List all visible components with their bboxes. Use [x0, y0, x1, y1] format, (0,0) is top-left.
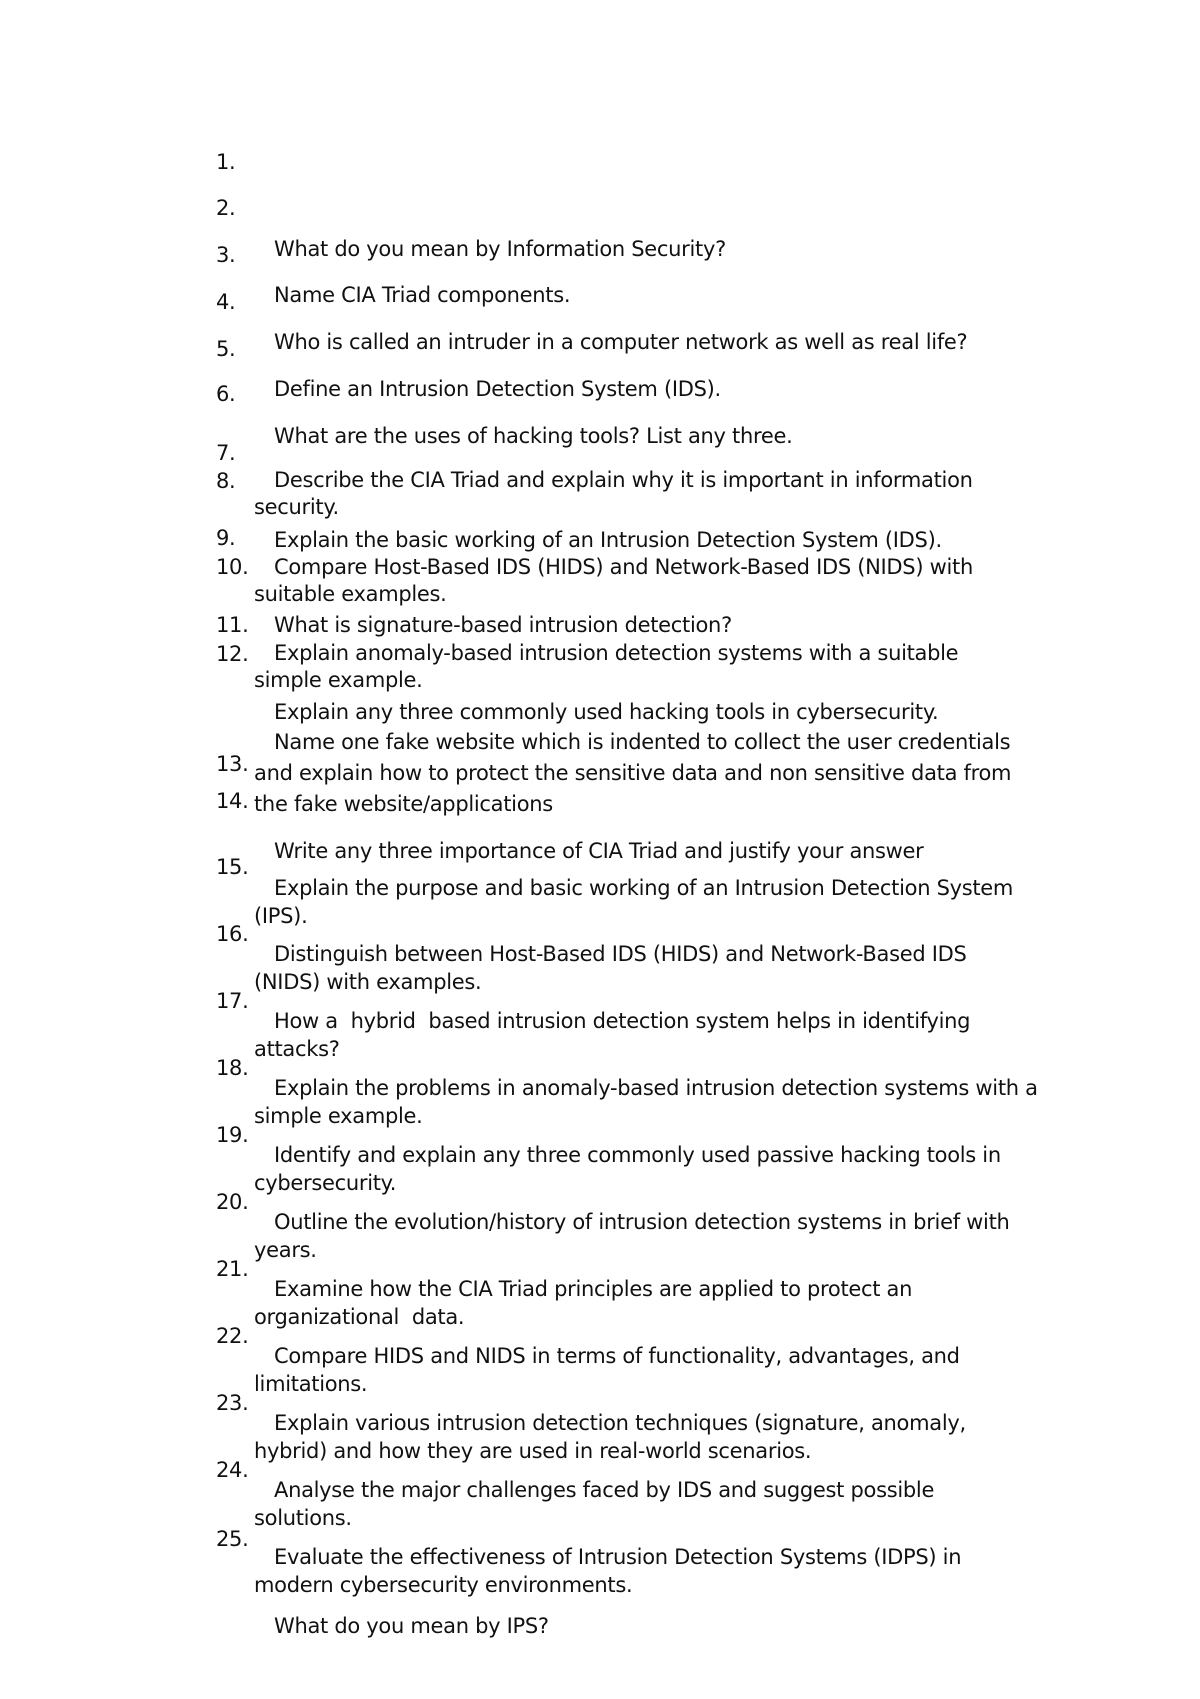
- question-number: 11.: [216, 613, 249, 637]
- question-number: 24.: [216, 1458, 249, 1482]
- question-text: Explain various intrusion detection techniques (signature, anomaly, hybrid) and how they are used in real-world scenarios.: [254, 1411, 973, 1463]
- question-number: 23.: [216, 1391, 249, 1415]
- question-text: What do you mean by Information Security?: [274, 237, 726, 261]
- question-text: Write any three importance of CIA Triad and justify your answer: [274, 839, 924, 863]
- question-text: Compare HIDS and NIDS in terms of functionality, advantages, and limitations.: [254, 1344, 967, 1396]
- question-number: 15.: [216, 855, 249, 879]
- question-number: 16.: [216, 922, 249, 946]
- question-item: [216, 1525, 1066, 1699]
- question-text: Distinguish between Host-Based IDS (HIDS) and Network-Based IDS (NIDS) with examples.: [254, 942, 973, 994]
- question-text: Who is called an intruder in a computer network as well as real life?: [274, 330, 968, 354]
- question-text: Explain anomaly-based intrusion detection systems with a suitable simple example.: [254, 641, 965, 692]
- question-number: 9.: [216, 526, 236, 550]
- question-number: 20.: [216, 1190, 249, 1214]
- question-number: 21.: [216, 1257, 249, 1281]
- question-number: 22.: [216, 1324, 249, 1348]
- question-number: 1.: [216, 150, 236, 174]
- question-number: 17.: [216, 989, 249, 1013]
- question-text: Compare Host-Based IDS (HIDS) and Network-Based IDS (NIDS) with suitable examples.: [254, 555, 980, 606]
- question-number: 13.: [216, 752, 249, 776]
- question-text: What is signature-based intrusion detection?: [274, 613, 732, 637]
- question-number: 19.: [216, 1123, 249, 1147]
- question-text: What do you mean by IPS?: [274, 1614, 549, 1638]
- question-text: What are the uses of hacking tools? List any three.: [274, 424, 793, 448]
- question-text: Name CIA Triad components.: [274, 283, 571, 307]
- question-number: 2.: [216, 196, 236, 220]
- question-number: 4.: [216, 290, 236, 314]
- question-text: Describe the CIA Triad and explain why it is important in information security.: [254, 468, 980, 519]
- question-text: Examine how the CIA Triad principles are applied to protect an organizational data.: [254, 1277, 919, 1329]
- question-text: Evaluate the effectiveness of Intrusion Detection Systems (IDPS) in modern cybersecurity environments.: [254, 1545, 968, 1597]
- question-number: 6.: [216, 382, 236, 406]
- question-text: Explain any three commonly used hacking tools in cybersecurity.: [274, 700, 939, 724]
- question-number: 14.: [216, 789, 249, 813]
- question-number: 25.: [216, 1527, 249, 1551]
- question-text: Outline the evolution/history of intrusion detection systems in brief with years.: [254, 1210, 1016, 1262]
- question-number: 3.: [216, 243, 236, 267]
- question-number: 18.: [216, 1056, 249, 1080]
- question-text: Name one fake website which is indented to collect the user credentials and explain how to protect the sensitive data and non sensitive data from the fake website/applications: [254, 730, 1018, 816]
- question-number: 8.: [216, 469, 236, 493]
- question-text: Identify and explain any three commonly used passive hacking tools in cybersecurity.: [254, 1143, 1008, 1195]
- question-text: Explain the basic working of an Intrusion Detection System (IDS).: [274, 528, 942, 552]
- question-text: Analyse the major challenges faced by IDS and suggest possible solutions.: [254, 1478, 941, 1530]
- question-text: How a hybrid based intrusion detection system helps in identifying attacks?: [254, 1009, 977, 1061]
- question-number: 5.: [216, 337, 236, 361]
- question-number: 7.: [216, 441, 236, 465]
- question-number: 12.: [216, 642, 249, 666]
- question-text: Define an Intrusion Detection System (IDS).: [274, 377, 721, 401]
- question-text: Explain the purpose and basic working of an Intrusion Detection System (IPS).: [254, 876, 1020, 928]
- question-number: 10.: [216, 555, 249, 579]
- question-text: Explain the problems in anomaly-based intrusion detection systems with a simple example.: [254, 1076, 1045, 1128]
